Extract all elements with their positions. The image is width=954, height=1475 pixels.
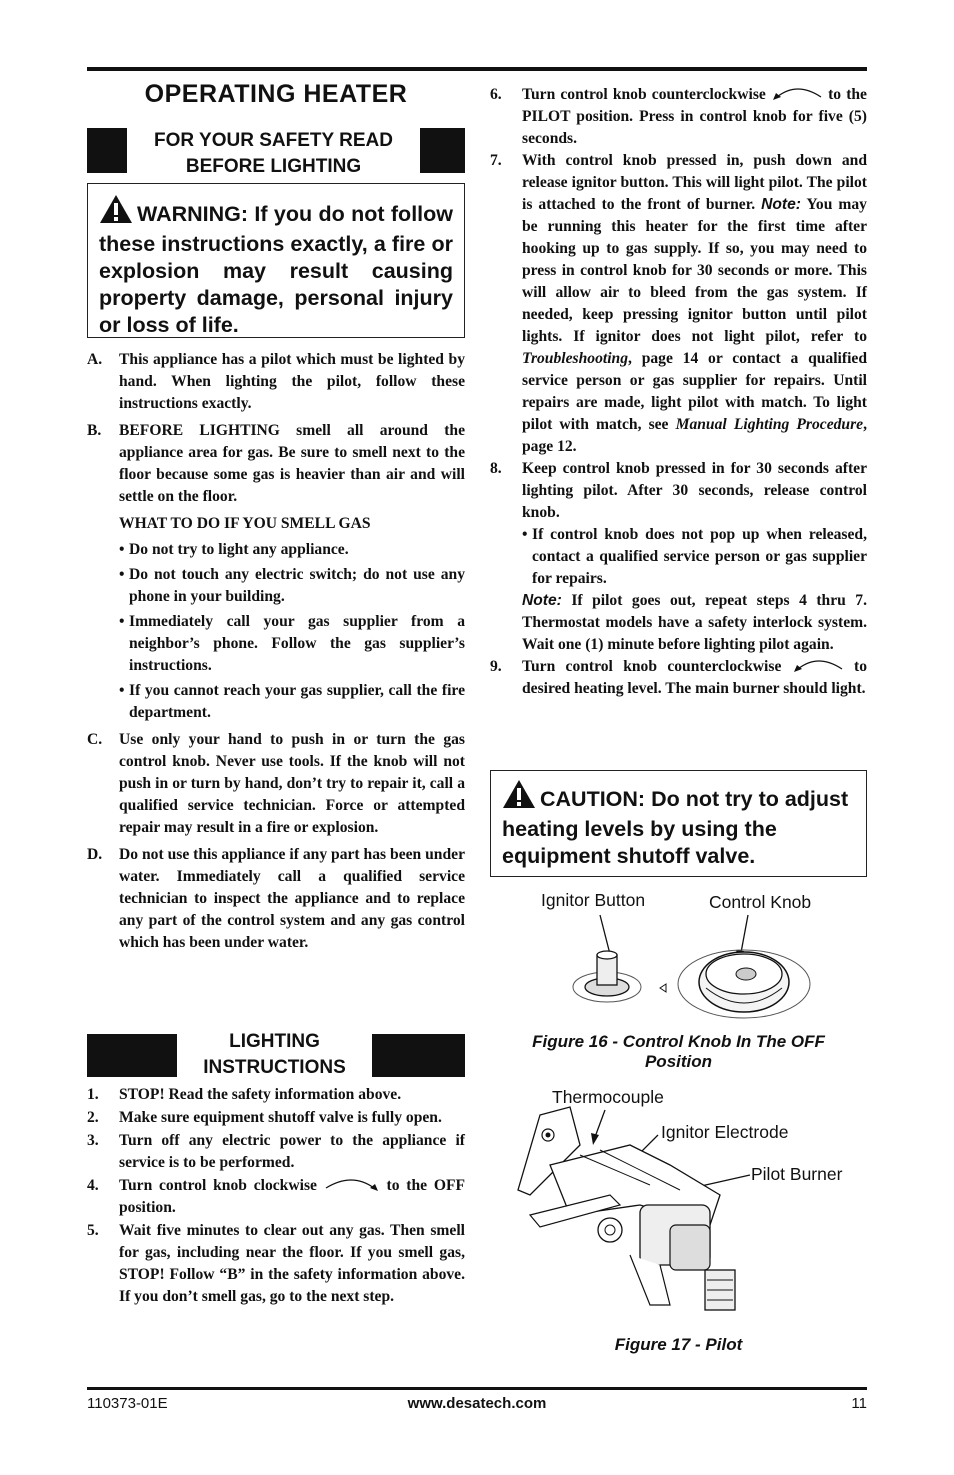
bullet-item: • Do not touch any electric switch; do not use any phone in your building. (119, 566, 465, 605)
steps-left (87, 1084, 465, 1309)
control-knob-diagram (560, 910, 860, 1020)
warning-label: WARNING: (137, 202, 249, 226)
clockwise-arrow-icon (324, 1176, 380, 1192)
caution-box (490, 770, 867, 877)
safety-list (87, 349, 465, 959)
step-item: 7. With control knob pressed in, push down and release ignitor button. This will light pilot. The pilot is attached to the front of burner. Note: You may be running this heater for the first time after hooking up to gas supply. If so, you may need to press in control knob for 30 seconds or more. This will allow air to bleed from the gas system. If needed, keep pressing ignitor button until pilot lights. If ignitor does not light pilot, refer to Troubleshooting, page 14 or contact a qualified service person or gas supplier for repairs. Until repairs are made, light pilot with match. To light pilot with match, see Manual Lighting Procedure, page 12. (490, 152, 867, 455)
control-knob-label: Control Knob (709, 892, 812, 912)
page-number: 11 (851, 1395, 867, 1412)
step-item: 5. Wait five minutes to clear out any gas. Then smell for gas, including near the floor. If you smell gas, STOP! Follow “B” in the safety information above. If you don’t smell gas, go to the next step. (87, 1222, 465, 1305)
caution-triangle-icon (502, 779, 536, 816)
counterclockwise-arrow-icon (771, 85, 823, 101)
list-item: B. BEFORE LIGHTING smell all around the appliance area for gas. Be sure to smell next to the floor because some gas is heavier than air and will settle on the floor. (87, 422, 465, 505)
document-number: 110373-01E (87, 1395, 168, 1412)
step8-note: Note: If pilot goes out, repeat steps 4 thru 7. Thermostat models have a safety interlock system. Wait one (1) minute before lighting pilot again. (522, 592, 867, 653)
safety-banner (87, 128, 465, 177)
step-item: 9. Turn control knob counterclockwise to desired heating level. The main burner should light. (490, 658, 867, 697)
banner-block-right (372, 1034, 465, 1077)
step-item: 3. Turn off any electric power to the appliance if service is to be performed. (87, 1132, 465, 1171)
steps-right (490, 84, 867, 700)
top-rule (87, 67, 867, 71)
bullet-item: • If you cannot reach your gas supplier, call the fire department. (119, 682, 465, 721)
bullet-item: • Immediately call your gas supplier from a neighbor’s phone. Follow the gas supplier’s instructions. (119, 613, 465, 674)
bullet-item: • Do not try to light any appliance. (119, 541, 349, 558)
warning-box (87, 183, 465, 338)
lighting-banner-line2: INSTRUCTIONS (203, 1057, 346, 1078)
pilot-burner-label: Pilot Burner (751, 1164, 843, 1184)
list-item: C. Use only your hand to push in or turn the gas control knob. Never use tools. If the knob will not push in or turn by hand, don’t try to repair it, call a qualified service technician. Force or attempted repair may result in a fire or explosion. (87, 731, 465, 836)
safety-banner-line1: FOR YOUR SAFETY READ (154, 130, 393, 151)
ignitor-button-label: Ignitor Button (541, 890, 646, 910)
lighting-banner (87, 1029, 465, 1079)
step-item: 4. Turn control knob clockwise to the OFF position. (87, 1177, 465, 1216)
bottom-rule (87, 1387, 867, 1390)
step-item: 1. STOP! Read the safety information above. (87, 1086, 402, 1103)
lighting-banner-line1: LIGHTING (229, 1031, 320, 1052)
page-title: OPERATING HEATER (144, 80, 408, 108)
thermocouple-label: Thermocouple (552, 1087, 664, 1107)
step-item: 6. Turn control knob counterclockwise to the PILOT position. Press in control knob for five (5) seconds. (490, 86, 867, 147)
list-item: D. Do not use this appliance if any part has been under water. Immediately call a qualified service technician to inspect the appliance and to replace any part of the control system and any gas control which has been under water. (87, 846, 465, 951)
banner-block-left (87, 128, 127, 173)
warning-triangle-icon (99, 194, 133, 231)
step-item: 2. Make sure equipment shutoff valve is fully open. (87, 1109, 442, 1126)
list-item: A. This appliance has a pilot which must be lighted by hand. When lighting the pilot, follow these instructions exactly. (87, 351, 465, 412)
ignitor-electrode-label: Ignitor Electrode (661, 1122, 789, 1142)
figure16-caption: Figure 16 - Control Knob In The OFF Position (532, 1032, 825, 1071)
figure17-caption: Figure 17 - Pilot (614, 1335, 743, 1354)
banner-block-left (87, 1034, 177, 1077)
banner-block-right (420, 128, 465, 173)
website-link[interactable]: www.desatech.com (407, 1395, 547, 1412)
step-item: 8. Keep control knob pressed in for 30 seconds after lighting pilot. After 30 seconds, release control knob. • If control knob does not pop up when released, contact a qualified service person or gas supplier for repairs. Note: If pilot goes out, repeat steps 4 thru 7. Thermostat models have a safety interlock system. Wait one (1) minute before lighting pilot again. (490, 458, 867, 656)
counterclockwise-arrow-icon (792, 657, 844, 673)
safety-banner-line2: BEFORE LIGHTING (185, 156, 362, 177)
caution-text: Do not try to adjust heating levels by using the equipment shutoff valve. (502, 787, 849, 868)
smell-gas-heading: WHAT TO DO IF YOU SMELL GAS (119, 515, 371, 532)
pilot-diagram (510, 1105, 760, 1320)
warning-text: If you do not follow these instructions exactly, a fire or explosion may result causing property damage, personal injury or loss of life. (99, 202, 453, 337)
bullet-item: • If control knob does not pop up when released, contact a qualified service person or gas supplier for repairs. (522, 526, 867, 587)
caution-label: CAUTION: (540, 787, 646, 811)
